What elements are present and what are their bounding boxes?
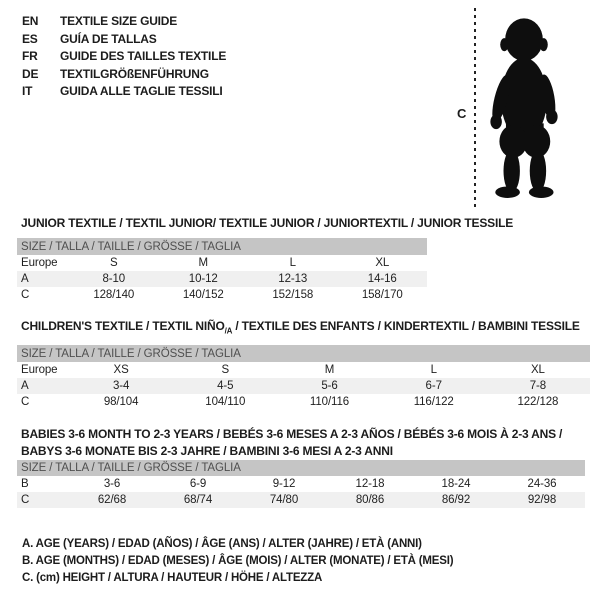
- table-row: [17, 362, 590, 378]
- table-cell: L: [289, 257, 296, 269]
- table-cell: 140/152: [182, 289, 224, 301]
- language-row: [22, 48, 226, 66]
- row-label: C: [21, 396, 30, 408]
- legend-line-height: C. (cm) HEIGHT / ALTURA / HAUTEUR / HÖHE / ALTEZZA: [22, 572, 323, 585]
- babies-textile-table: [17, 426, 585, 508]
- table-cell: 74/80: [269, 494, 299, 506]
- height-measure-label: C: [457, 106, 467, 121]
- table-cell: 128/140: [93, 289, 135, 301]
- size-header-band: SIZE / TALLA / TAILLE / GRÖSSE / TAGLIA: [17, 345, 590, 362]
- language-row: [22, 31, 226, 49]
- table-cell: 12-13: [278, 273, 308, 285]
- table-cell: 62/68: [97, 494, 127, 506]
- table-cell: 98/104: [103, 396, 139, 408]
- table-title-text: / TEXTILE DES ENFANTS / KINDERTEXTIL / BAMBINI TESSILE: [232, 319, 580, 333]
- table-cell: 68/74: [183, 494, 213, 506]
- language-row: [22, 83, 226, 101]
- table-cell: 5-6: [321, 380, 338, 392]
- language-row: [22, 66, 226, 84]
- language-title: TEXTILGRÖßENFÜHRUNG: [60, 66, 209, 81]
- table-title-line1: BABIES 3-6 MONTH TO 2-3 YEARS / BEBÉS 3-6 MESES A 2-3 AÑOS / BÉBÉS 3-6 MOIS À 2-3 ANS /: [21, 427, 563, 441]
- legend: [22, 536, 453, 588]
- table-title-text: CHILDREN'S TEXTILE / TEXTIL NIÑO: [21, 319, 225, 333]
- table-cell: XL: [530, 364, 545, 376]
- row-label: B: [21, 478, 29, 490]
- table-cell: 7-8: [529, 380, 547, 392]
- table-row: [17, 378, 590, 394]
- row-label: C: [21, 289, 30, 301]
- table-cell: 6-7: [425, 380, 442, 392]
- language-code: DE: [22, 66, 39, 81]
- table-cell: 9-12: [272, 478, 296, 490]
- language-code: ES: [22, 31, 38, 46]
- row-label: Europe: [21, 257, 58, 269]
- table-title: [21, 320, 590, 345]
- table-cell: 3-4: [112, 380, 130, 392]
- table-cell: 152/158: [272, 289, 314, 301]
- table-cell: 3-6: [103, 478, 121, 490]
- table-cell: 158/170: [361, 289, 403, 301]
- table-cell: 122/128: [517, 396, 559, 408]
- table-row: [17, 394, 590, 410]
- table-cell: 80/86: [355, 494, 385, 506]
- row-label: A: [21, 273, 29, 285]
- childrens-textile-table: [17, 320, 590, 410]
- table-cell: 6-9: [189, 478, 207, 490]
- language-code: FR: [22, 49, 38, 64]
- table-cell: XL: [375, 257, 390, 269]
- table-cell: 92/98: [527, 494, 557, 506]
- table-cell: 12-18: [355, 478, 385, 490]
- table-title: [21, 426, 585, 460]
- table-cell: 18-24: [441, 478, 471, 490]
- table-cell: M: [198, 257, 208, 269]
- table-cell: 110/116: [309, 396, 350, 408]
- baby-silhouette-image: [483, 11, 565, 207]
- table-cell: S: [109, 257, 118, 269]
- table-cell: 104/110: [205, 396, 246, 408]
- row-label: A: [21, 380, 29, 392]
- language-code: IT: [22, 84, 33, 99]
- table-cell: S: [221, 364, 230, 376]
- table-cell: M: [324, 364, 335, 376]
- language-title: GUÍA DE TALLAS: [60, 31, 157, 46]
- table-cell: L: [430, 364, 437, 376]
- table-cell: 4-5: [217, 380, 234, 392]
- language-row: [22, 13, 226, 31]
- legend-line-age-years: A. AGE (YEARS) / EDAD (AÑOS) / ÂGE (ANS) / ALTER (JAHRE) / ETÀ (ANNI): [22, 538, 422, 550]
- height-measure-dotted-line: [474, 8, 476, 208]
- language-title: GUIDA ALLE TAGLIE TESSILI: [60, 84, 223, 99]
- table-row: [17, 492, 585, 508]
- table-title-line2: BABYS 3-6 MONATE BIS 2-3 JAHRE / BAMBINI 3-6 MESI A 2-3 ANNI: [21, 444, 393, 458]
- table-cell: 10-12: [188, 273, 218, 285]
- language-code: EN: [22, 14, 39, 28]
- table-cell: 8-10: [102, 273, 126, 285]
- table-cell: 86/92: [441, 494, 471, 506]
- row-label: C: [21, 494, 30, 506]
- language-title: TEXTILE SIZE GUIDE: [60, 14, 178, 28]
- table-cell: XS: [113, 364, 129, 376]
- table-row: [17, 287, 427, 303]
- table-title-subscript: /A: [224, 326, 233, 336]
- table-row: [17, 476, 585, 492]
- table-cell: 14-16: [367, 273, 397, 285]
- language-title: GUIDE DES TAILLES TEXTILE: [60, 49, 227, 64]
- table-row: [17, 271, 427, 287]
- legend-line-age-months: B. AGE (MONTHS) / EDAD (MESES) / ÂGE (MOIS) / ALTER (MONATE) / ETÀ (MESI): [22, 555, 454, 568]
- table-row: [17, 255, 427, 271]
- size-header-band: SIZE / TALLA / TAILLE / GRÖSSE / TAGLIA: [17, 238, 427, 255]
- language-title-list: [22, 13, 226, 101]
- table-title: JUNIOR TEXTILE / TEXTIL JUNIOR/ TEXTILE JUNIOR / JUNIORTEXTIL / JUNIOR TESSILE: [21, 216, 514, 230]
- size-header-band: SIZE / TALLA / TAILLE / GRÖSSE / TAGLIA: [17, 460, 585, 476]
- table-cell: 24-36: [527, 478, 557, 490]
- row-label: Europe: [21, 364, 58, 376]
- junior-textile-table: [17, 216, 514, 303]
- table-cell: 116/122: [413, 396, 454, 408]
